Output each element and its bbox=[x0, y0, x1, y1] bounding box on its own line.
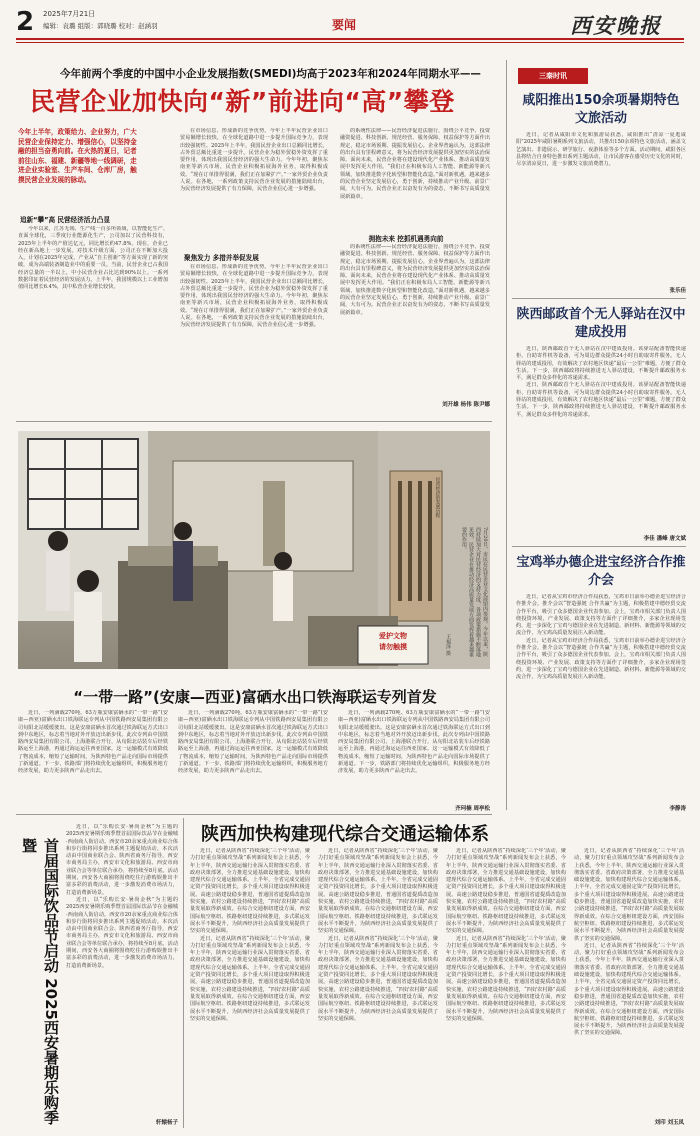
news-photo bbox=[18, 431, 490, 669]
traffic-column-1: 近日，记者从陕西省“持续深化‘三个年’活动，聚力打好重点领域攻坚战”系列新闻发布会上获悉，今年上半年，陕西交通运输行业深入贯彻落实省委、省政府决策部署，全力推进交通基础设施建设，加快构建现代综合交通运输体系。上半年，全省完成交通固定资产投资同比增长，多个重大项目建设取得积极进展。高速公路建设稳步推进，普通国省道提质改造加快实施，农村公路建设持续推进，“四好农村路”高质量发展取得新成效。在综合交通枢纽建设方面，西安国际航空枢纽、铁路枢纽建设持续推进，多式联运发展水平不断提升，为陕西经济社会高质量发展提供了坚实的交通保障。 近日，记者从陕西省“持续深化‘三个年’活动，聚力打好重点领域攻坚战”系列新闻发布会上获悉，今年上半年，陕西交通运输行业深入贯彻落实省委、省政府决策部署，全力推进交通基础设施建设，加快构建现代综合交通运输体系。上半年，全省完成交通固定资产投资同比增长，多个重大项目建设取得积极进展。高速公路建设稳步推进，普通国省道提质改造加快实施，农村公路建设持续推进，“四好农村路”高质量发展取得新成效。在综合交通枢纽建设方面，西安国际航空枢纽、铁路枢纽建设持续推进，多式联运发展水平不断提升，为陕西经济社会高质量发展提供了坚实的交通保障。 bbox=[190, 848, 310, 1022]
sidebar-divider bbox=[506, 60, 507, 810]
lead-column-2a: 在市场信息、形成新的竞争优势。今年上半年民营企业出口贸易额增长较快，在全球化道路中进一步提升国际竞争力，表现出较强韧性。2025年上半年，我国民营企业出口总额同比增长，占外贸总额比重进一步提升。民营企业为稳外贸稳外资发挥了重要作用，体现出我国民营经济的强大生命力。今年年初，聚焦东南亚等新兴市场，民营企业积极拓展海外业务，取得积极成效。“现在订单排得很满，我们正在加紧扩产。”一家外贸企业负责人说。在各地，一系列政策支持民营企业发展的措施陆续出台，为民营经济发展提供了有力保障，民营企业信心进一步增强。 bbox=[180, 128, 328, 193]
traffic-column-3: 近日，记者从陕西省“持续深化‘三个年’活动，聚力打好重点领域攻坚战”系列新闻发布会上获悉，今年上半年，陕西交通运输行业深入贯彻落实省委、省政府决策部署，全力推进交通基础设施建设，加快构建现代综合交通运输体系。上半年，全省完成交通固定资产投资同比增长，多个重大项目建设取得积极进展。高速公路建设稳步推进，普通国省道提质改造加快实施，农村公路建设持续推进，“四好农村路”高质量发展取得新成效。在综合交通枢纽建设方面，西安国际航空枢纽、铁路枢纽建设持续推进，多式联运发展水平不断提升，为陕西经济社会高质量发展提供了坚实的交通保障。 近日，记者从陕西省“持续深化‘三个年’活动，聚力打好重点领域攻坚战”系列新闻发布会上获悉，今年上半年，陕西交通运输行业深入贯彻落实省委、省政府决策部署，全力推进交通基础设施建设，加快构建现代综合交通运输体系。上半年，全省完成交通固定资产投资同比增长，多个重大项目建设取得积极进展。高速公路建设稳步推进，普通国省道提质改造加快实施，农村公路建设持续推进，“四好农村路”高质量发展取得新成效。在综合交通枢纽建设方面，西安国际航空枢纽、铁路枢纽建设持续推进，多式联运发展水平不断提升，为陕西经济社会高质量发展提供了坚实的交通保障。 bbox=[446, 848, 566, 1022]
belt-road-credit: 齐珂楠 周亭松 bbox=[455, 806, 490, 812]
sidebar-news-3-title: 宝鸡举办德企进宝经济合作推介会 bbox=[516, 555, 686, 588]
sidebar-news-2-body: 近日，陕西邮政首个无人驿站在汉中建成投用。该驿站配备智能快递柜、自助寄件机等设备，可为周边群众提供24小时自助取寄件服务。无人驿站的建成投用，有效解决了农村地区快递“最后一公里”难题，方便了群众生活。下一步，陕西邮政将持续推进无人驿站建设，不断提升邮政服务水平，满足群众多样化的寄递需求。 近日，陕西邮政首个无人驿站在汉中建成投用。该驿站配备智能快递柜、自助寄件机等设备，可为周边群众提供24小时自助取寄件服务。无人驿站的建成投用，有效解决了农村地区快递“最后一公里”难题，方便了群众生活。下一步，陕西邮政将持续推进无人驿站建设，不断提升邮政服务水平，满足群众多样化的寄递需求。 bbox=[516, 346, 686, 418]
photo-credit: 王福泽 摄 bbox=[445, 634, 451, 656]
traffic-column-4: 近日，记者从陕西省“持续深化‘三个年’活动，聚力打好重点领域攻坚战”系列新闻发布会上获悉，今年上半年，陕西交通运输行业深入贯彻落实省委、省政府决策部署，全力推进交通基础设施建设，加快构建现代综合交通运输体系。上半年，全省完成交通固定资产投资同比增长，多个重大项目建设取得积极进展。高速公路建设稳步推进，普通国省道提质改造加快实施，农村公路建设持续推进，“四好农村路”高质量发展取得新成效。在综合交通枢纽建设方面，西安国际航空枢纽、铁路枢纽建设持续推进，多式联运发展水平不断提升，为陕西经济社会高质量发展提供了坚实的交通保障。 近日，记者从陕西省“持续深化‘三个年’活动，聚力打好重点领域攻坚战”系列新闻发布会上获悉，今年上半年，陕西交通运输行业深入贯彻落实省委、省政府决策部署，全力推进交通基础设施建设，加快构建现代综合交通运输体系。上半年，全省完成交通固定资产投资同比增长，多个重大项目建设取得积极进展。高速公路建设稳步推进，普通国省道提质改造加快实施，农村公路建设持续推进，“四好农村路”高质量发展取得新成效。在综合交通枢纽建设方面，西安国际航空枢纽、铁路枢纽建设持续推进，多式联运发展水平不断提升，为陕西经济社会高质量发展提供了坚实的交通保障。 bbox=[574, 848, 684, 1037]
section-title: 要闻 bbox=[332, 18, 357, 32]
exhibit-wall-text: 民营经济的发展历程 bbox=[435, 477, 440, 518]
sidebar-news-1-title: 咸阳推出150余项暑期特色文旅活动 bbox=[522, 93, 680, 126]
belt-road-column-1: 近日，一列满载270吨、63万瓶安康富硒水的“一带一路”(安康—西亚)富硒水出口铁海联运专列从中国铁路西安局集团有限公司旬阳北站缓缓驶出。这是安康富硒水首次通过铁海联运方式出口到中东地区，标志着当地对外开放迈出新步伐。此次专列由中国铁路西安局集团有限公司、上海港联合开行，从旬阳北站装车后经铁路运至上海港，再通过海运运往西亚国家。这一运输模式有效降低了物流成本，缩短了运输时间，为陕西特色产品走向国际市场提供了新通道。下一步，铁路部门将持续优化运输组织，积极服务地方经济发展，助力更多陕西产品走出去。 bbox=[18, 710, 168, 775]
exhibit-sign bbox=[362, 631, 424, 653]
sidebar-news-2-title: 陕西邮政首个无人驿站在汉中建成投用 bbox=[516, 307, 686, 340]
food-festival-headline: 首届国际饮品节启动 2025西安暑期乐购季暨 bbox=[20, 838, 60, 1125]
traffic-headline: 陕西加快构建现代综合交通运输体系 bbox=[201, 824, 489, 845]
sidebar-news-1-body: 近日，记者从咸阳市文化和旅游局获悉，咸阳推出“清凉一夏逛咸阳”2025年咸阳暑期系列文旅活动，共推出150余项特色文旅活动，涵盖文艺演出、非遗展示、研学旅行、夜游体验等多个方面。活动期间，咸阳各区县将结合自身特色推出系列主题活动，让市民游客在感受历史文化的同时，尽享清凉夏日，进一步激发文旅消费潜力。 bbox=[516, 132, 686, 168]
sidebar-news-3-body: 近日，记者从宝鸡市经济合作局获悉，宝鸡市日前举办德企进宝经济合作推介会。推介会以“智造强链 合作共赢”为主题，积极搭建中德经贸交流合作平台，吸引了众多德国企业代表参加。会上，宝鸡市相关部门负责人围绕投资环境、产业发展、政策支持等方面作了详细推介，多家企业现场签约，进一步深化了宝鸡与德国企业在先进制造、新材料、新能源等领域的交流合作，为宝鸡高质量发展注入新动能。 近日，记者从宝鸡市经济合作局获悉，宝鸡市日前举办德企进宝经济合作推介会。推介会以“智造强链 合作共赢”为主题，积极搭建中德经贸交流合作平台，吸引了众多德国企业代表参加。会上，宝鸡市相关部门负责人围绕投资环境、产业发展、政策支持等方面作了详细推介，多家企业现场签约，进一步深化了宝鸡与德国企业在先进制造、新材料、新能源等领域的交流合作，为宝鸡高质量发展注入新动能。 bbox=[516, 594, 686, 681]
lead-column-3a: 的系统性法律——民营经济促进法施行，围绕公平竞争、投资融资促进、科技创新、规范经营、服务保障、权益保护等方面作出规定，稳定市场预期、提振发展信心。企业界普遍认为，这部法律的出台具有里程碑意义，将为民营经济发展提供更加坚实的法治保障。面向未来，民营企业将在建设现代化产业体系、推动高质量发展中发挥更大作用。“我们正在积极布局人工智能、新能源等新兴领域，加快推进数字化转型和智能化改造。”面对新机遇，越来越多的民营企业坚定发展信心，勇于创新，持续推动产业升级。前景广阔，大有可为。民营企业正以奋发有为的姿态，不断书写高质量发展新篇章。 bbox=[340, 128, 490, 200]
editor-staff: 编辑：袁璐 组版：郭晓璐 校对：赵涵羽 bbox=[43, 22, 158, 30]
lead-column-1: 今年以来，江苏无锡、生产线一百多所领域，以智能化生产、直面全球化，三季度行业能源化生产，公司加以了民营科技有，2025年上半年的产值达亿元，同比增长约47.8%。现在，企业已经在新高地上一步发展。对技术升级方面，公司正在不断加大投入，计划在2025年完成，产业从“自主创新”等方面实现了新的突破，成为高端装备制造业中的重要一员。当前，民营企业已占我国经济总量的一半以上，中小民营企业占比达到90%以上。一系列数据印证着民营经济的发展活力。上半年，我国规模以上工业增加值同比增长6.4%，其中私营企业增长较快。 bbox=[18, 226, 168, 291]
lead-column-2b: 在市场信息、形成新的竞争优势。今年上半年民营企业出口贸易额增长较快，在全球化道路中进一步提升国际竞争力，表现出较强韧性。2025年上半年，我国民营企业出口总额同比增长，占外贸总额比重进一步提升。民营企业为稳外贸稳外资发挥了重要作用，体现出我国民营经济的强大生命力。今年年初，聚焦东南亚等新兴市场，民营企业积极拓展海外业务，取得积极成效。“现在订单排得很满，我们正在加紧扩产。”一家外贸企业负责人说。在各地，一系列政策支持民营企业发展的措施陆续出台，为民营经济发展提供了有力保障，民营企业信心进一步增强。 bbox=[180, 264, 328, 329]
sidebar-rule-1 bbox=[512, 298, 686, 299]
newspaper-logo: 西安晚报 bbox=[570, 13, 662, 38]
lead-subhead-1: 追新“攀”高 民营经济活力凸显 bbox=[20, 216, 111, 224]
traffic-column-2: 近日，记者从陕西省“持续深化‘三个年’活动，聚力打好重点领域攻坚战”系列新闻发布会上获悉，今年上半年，陕西交通运输行业深入贯彻落实省委、省政府决策部署，全力推进交通基础设施建设，加快构建现代综合交通运输体系。上半年，全省完成交通固定资产投资同比增长，多个重大项目建设取得积极进展。高速公路建设稳步推进，普通国省道提质改造加快实施，农村公路建设持续推进，“四好农村路”高质量发展取得新成效。在综合交通枢纽建设方面，西安国际航空枢纽、铁路枢纽建设持续推进，多式联运发展水平不断提升，为陕西经济社会高质量发展提供了坚实的交通保障。 近日，记者从陕西省“持续深化‘三个年’活动，聚力打好重点领域攻坚战”系列新闻发布会上获悉，今年上半年，陕西交通运输行业深入贯彻落实省委、省政府决策部署，全力推进交通基础设施建设，加快构建现代综合交通运输体系。上半年，全省完成交通固定资产投资同比增长，多个重大项目建设取得积极进展。高速公路建设稳步推进，普通国省道提质改造加快实施，农村公路建设持续推进，“四好农村路”高质量发展取得新成效。在综合交通枢纽建设方面，西安国际航空枢纽、铁路枢纽建设持续推进，多式联运发展水平不断提升，为陕西经济社会高质量发展提供了坚实的交通保障。 bbox=[318, 848, 438, 1022]
lead-subhead-3: 拥抱未来 挖抓机遇勇向前 bbox=[368, 235, 444, 243]
belt-road-column-2: 近日，一列满载270吨、63万瓶安康富硒水的“一带一路”(安康—西亚)富硒水出口铁海联运专列从中国铁路西安局集团有限公司旬阳北站缓缓驶出。这是安康富硒水首次通过铁海联运方式出口到中东地区，标志着当地对外开放迈出新步伐。此次专列由中国铁路西安局集团有限公司、上海港联合开行，从旬阳北站装车后经铁路运至上海港，再通过海运运往西亚国家。这一运输模式有效降低了物流成本，缩短了运输时间，为陕西特色产品走向国际市场提供了新通道。下一步，铁路部门将持续优化运输组织，积极服务地方经济发展，助力更多陕西产品走出去。 bbox=[178, 710, 328, 775]
belt-road-headline: “一带一路”(安康—西亚)富硒水出口铁海联运专列首发 bbox=[73, 688, 437, 706]
belt-road-column-3: 近日，一列满载270吨、63万瓶安康富硒水的“一带一路”(安康—西亚)富硒水出口铁海联运专列从中国铁路西安局集团有限公司旬阳北站缓缓驶出。这是安康富硒水首次通过铁海联运方式出口到中东地区，标志着当地对外开放迈出新步伐。此次专列由中国铁路西安局集团有限公司、上海港联合开行，从旬阳北站装车后经铁路运至上海港，再通过海运运往西亚国家。这一运输模式有效降低了物流成本，缩短了运输时间，为陕西特色产品走向国际市场提供了新通道。下一步，铁路部门将持续优化运输组织，积极服务地方经济发展，助力更多陕西产品走出去。 bbox=[338, 710, 490, 775]
page-number: 2 bbox=[16, 7, 35, 37]
header-rule bbox=[16, 38, 684, 40]
lead-kicker: 今年前两个季度的中国中小企业发展指数(SMEDI)均高于2023年和2024年同期水平—— bbox=[60, 68, 481, 80]
sidebar-news-3-credit: 李静涛 bbox=[669, 806, 686, 812]
lead-bottom-rule bbox=[16, 421, 492, 422]
traffic-credit: 刘印 刘玉凤 bbox=[654, 1120, 684, 1126]
lead-intro: 今年上半年，政策给力、企业努力，广大民营企业保持定力、增强信心，以坚持金融的担当奋勇向前。在火热的夏日，记者前往山东、福建、新疆等地一线调研，走进企业实验室、生产车间、仓库厂房，触摸民营企业发展的脉动。 bbox=[18, 128, 137, 184]
food-divider bbox=[183, 818, 184, 1128]
lead-subhead-2: 聚焦发力 多措并举促发展 bbox=[184, 254, 259, 262]
belt-road-bottom-rule bbox=[16, 814, 492, 815]
lead-column-3b: 的系统性法律——民营经济促进法施行，围绕公平竞争、投资融资促进、科技创新、规范经营、服务保障、权益保护等方面作出规定，稳定市场预期、提振发展信心。企业界普遍认为，这部法律的出台具有里程碑意义，将为民营经济发展提供更加坚实的法治保障。面向未来，民营企业将在建设现代化产业体系、推动高质量发展中发挥更大作用。“我们正在积极布局人工智能、新能源等新兴领域，加快推进数字化转型和智能化改造。”面对新机遇，越来越多的民营企业坚定发展信心，勇于创新，持续推动产业升级。前景广阔，大有可为。民营企业正以奋发有为的姿态，不断书写高质量发展新篇章。 bbox=[340, 244, 490, 316]
photo-caption: 7月20日，市民在民营企业文化展馆内参观。今年以来，陕西持续加大对民营经济的支持力度，各项政策措施不断落地见效，民营企业在推动经济高质量发展方面发挥着越来越重要的作用。 bbox=[461, 527, 488, 657]
exhibit-sign-line-1: 爱护文物 bbox=[379, 632, 407, 640]
sidebar-news-1-credit: 张乐佳 bbox=[669, 288, 686, 294]
sidebar-badge: 三秦时讯 bbox=[518, 68, 588, 84]
sidebar-rule-2 bbox=[512, 546, 686, 547]
lead-headline: 民营企业加快向“新”前进向“高”攀登 bbox=[30, 87, 455, 116]
header-rule-thin bbox=[16, 42, 684, 43]
exhibit-sign-line-2: 请勿触摸 bbox=[379, 643, 407, 651]
food-festival-body: 近日，以“乐购长安·暑尚金秋”为主题的2025西安暑期乐购季暨首届国际饮品节在金融城·西南商人街启动。西安市20余家重点商业综合体和步行街将同步推出系列主题促销活动。本次活动由中国商业联合会、陕西省商务厅指导，西安市商务局主办，西安市文化和旅游局、西安市商业联合会等单位联合承办，将持续至8月底。活动期间，西安各大商圈将围绕吃住行游购娱推出丰富多彩的消费活动，进一步激发消费市场活力，打造消费新场景。 近日，以“乐购长安·暑尚金秋”为主题的2025西安暑期乐购季暨首届国际饮品节在金融城·西南商人街启动。西安市20余家重点商业综合体和步行街将同步推出系列主题促销活动。本次活动由中国商业联合会、陕西省商务厅指导，西安市商务局主办，西安市文化和旅游局、西安市商业联合会等单位联合承办，将持续至8月底。活动期间，西安各大商圈将围绕吃住行游购娱推出丰富多彩的消费活动，进一步激发消费市场活力，打造消费新场景。 bbox=[66, 824, 178, 969]
issue-date: 2025年7月21日 bbox=[43, 10, 96, 18]
food-festival-credit: 轩辕杨子 bbox=[155, 1120, 178, 1126]
lead-credit: 刘开雄 杨伟 陈尹娜 bbox=[442, 402, 490, 408]
sidebar-news-2-credit: 李佳 潘峰 唐文斌 bbox=[643, 536, 686, 542]
